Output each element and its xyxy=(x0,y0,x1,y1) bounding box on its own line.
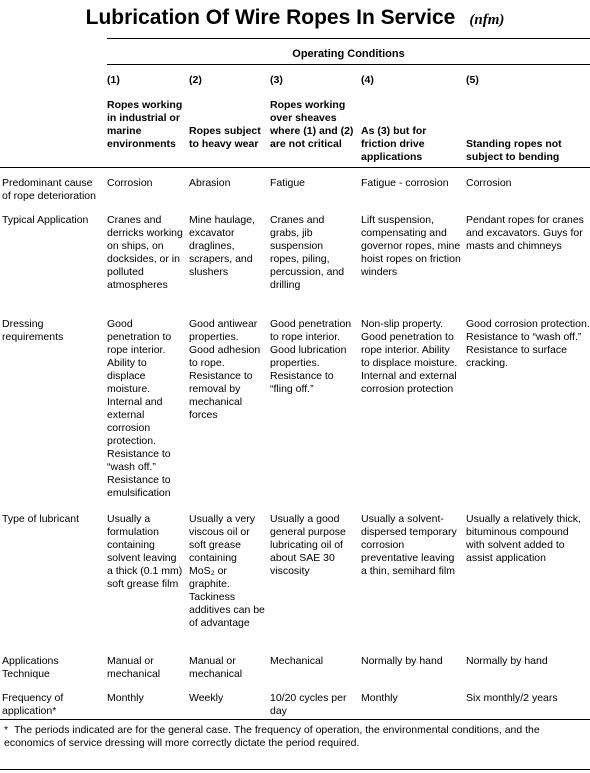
column-heading: Ropes subject to heavy wear xyxy=(189,125,261,150)
table-cell: Weekly xyxy=(189,692,224,704)
column-heading: Standing ropes not subject to bending xyxy=(466,138,562,163)
table-cell: Monthly xyxy=(107,692,144,704)
table-cell: Normally by hand xyxy=(361,655,443,667)
table-cell: Good penetration to rope interior. Ability to displace moisture. Internal and external corrosion protection. Resistance to “wash off.” Resistance to emulsification xyxy=(107,318,172,499)
column-number: (3) xyxy=(270,74,283,86)
table-cell: Normally by hand xyxy=(466,655,548,667)
table-cell: Mine haulage, excavator draglines, scrapers, and slushers xyxy=(189,214,255,278)
table-cell: Corrosion xyxy=(107,177,153,189)
divider-page-bottom xyxy=(0,769,590,770)
table-cell: Pendant ropes for cranes and excavators. Guys for masts and chimneys xyxy=(466,214,584,252)
table-cell: Abrasion xyxy=(189,177,231,189)
table-cell: Usually a formulation containing solvent leaving a thick (0.1 mm) soft grease film xyxy=(107,513,183,590)
divider-top xyxy=(107,38,590,39)
column-heading: Ropes working over sheaves where (1) and (2) are not critical xyxy=(270,99,354,150)
row-label: Typical Application xyxy=(2,214,89,226)
row-label: Type of lubricant xyxy=(2,513,80,525)
brand-mark: (nfm) xyxy=(469,12,505,28)
table-cell: Usually a relatively thick, bituminous compound with solvent added to assist application xyxy=(466,513,581,564)
footnote-marker: * xyxy=(4,724,9,736)
table-cell: Cranes and derricks working on ships, on docksides, or in polluted atmospheres xyxy=(107,214,183,291)
column-number: (2) xyxy=(189,74,202,86)
footnote xyxy=(4,724,586,750)
table-cell: Good corrosion protection. Resistance to “wash off.” Resistance to surface cracking. xyxy=(466,318,590,369)
column-number: (1) xyxy=(107,74,120,86)
table-cell: Fatigue - corrosion xyxy=(361,177,449,189)
table-cell: Manual or mechanical xyxy=(107,655,161,680)
column-number: (5) xyxy=(466,74,479,86)
row-label: Dressing requirements xyxy=(2,318,64,343)
table-cell: Corrosion xyxy=(466,177,512,189)
divider-operating xyxy=(107,64,590,65)
operating-conditions-heading: Operating Conditions xyxy=(292,48,405,60)
row-label: Predominant cause of rope deterioration xyxy=(2,177,96,202)
column-heading: As (3) but for friction drive applications xyxy=(361,125,427,163)
table-cell: Cranes and grabs, jib suspension ropes, piling, percussion, and drilling xyxy=(270,214,345,291)
table-cell: Non-slip property. Good penetration to rope interior. Ability to displace moisture. Internal and external corrosion protection xyxy=(361,318,458,395)
table-cell: Usually a good general purpose lubricating oil of about SAE 30 viscosity xyxy=(270,513,346,577)
table-cell: Good antiwear properties. Good adhesion to rope. Resistance to removal by mechanical forces xyxy=(189,318,261,421)
table-cell: Lift suspension, compensating and governor ropes, mine hoist ropes on friction winders xyxy=(361,214,461,278)
table-cell: Usually a very viscous oil or soft grease containing MoS₂ or graphite. Tackiness additives can be of advantage xyxy=(189,513,265,629)
table-cell: Fatigue xyxy=(270,177,306,189)
table-cell: Mechanical xyxy=(270,655,324,667)
table-cell: 10/20 cycles per day xyxy=(270,692,347,717)
column-number: (4) xyxy=(361,74,374,86)
divider-header xyxy=(0,167,590,168)
table-cell: Six monthly/2 years xyxy=(466,692,558,704)
row-label: Applications Technique xyxy=(2,655,59,680)
table-cell: Monthly xyxy=(361,692,398,704)
divider-table-bottom xyxy=(0,719,590,720)
row-label: Frequency of application* xyxy=(2,692,64,717)
column-heading: Ropes working in industrial or marine environments xyxy=(107,99,183,150)
page-title: Lubrication Of Wire Ropes In Service (nfm) xyxy=(85,6,505,29)
table-cell: Usually a solvent-dispersed temporary corrosion preventative leaving a thin, semihard film xyxy=(361,513,457,577)
table-cell: Good penetration to rope interior. Good lubrication properties. Resistance to “fling off.” xyxy=(270,318,352,395)
footnote-text: The periods indicated are for the general case. The frequency of operation, the environmental conditions, and the economics of service dressing will more correctly dictate the period required. xyxy=(4,724,540,749)
table-cell: Manual or mechanical xyxy=(189,655,243,680)
